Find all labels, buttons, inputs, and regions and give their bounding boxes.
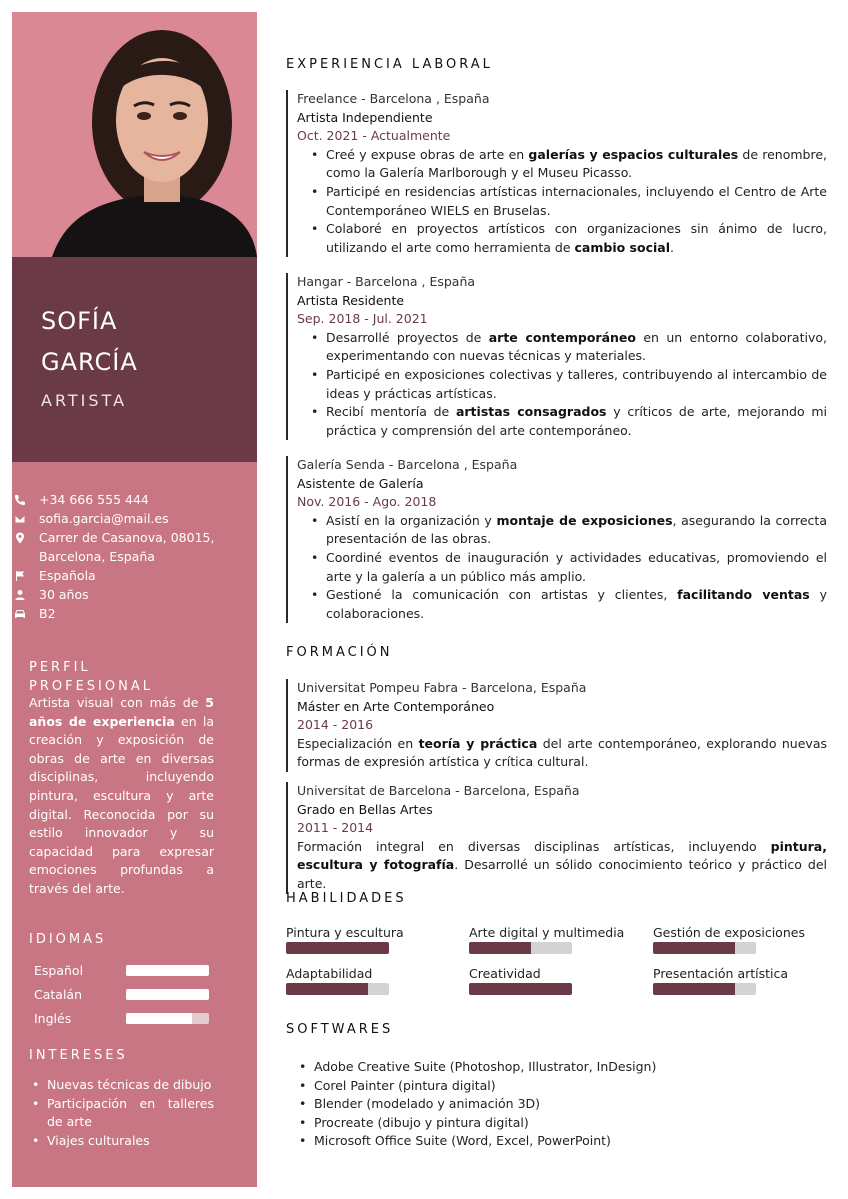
contact-text: Española	[39, 568, 96, 583]
education-entry	[286, 782, 827, 894]
car-icon	[14, 604, 39, 620]
experience-entry	[286, 273, 827, 440]
skill-level-fill	[469, 942, 531, 954]
language-list	[34, 958, 214, 1030]
interest-item: • Nuevas técnicas de dibujo	[29, 1076, 214, 1095]
entry-bullets	[297, 146, 827, 258]
bullet-highlight: montaje de exposiciones	[496, 512, 673, 528]
entry-place: Galería Senda - Barcelona , España	[297, 457, 518, 472]
phone-icon	[14, 490, 39, 506]
skill-level-fill	[469, 983, 572, 995]
language-level-bar	[126, 1013, 209, 1024]
contact-email	[14, 509, 239, 528]
skill-level-bar	[469, 983, 572, 995]
skill-name: Arte digital y multimedia	[469, 925, 625, 940]
bullet-text: Asistí en la organización y	[326, 512, 497, 528]
bullet-text: Participé en residencias artísticas internacionales, incluyendo el Centro de Arte Contemporáneo WIELS en Bruselas.	[326, 183, 827, 218]
language-item	[34, 1006, 214, 1030]
skill-level-bar	[653, 942, 756, 954]
contact-list	[14, 490, 239, 623]
language-name: Español	[34, 962, 84, 978]
entry-title: Grado en Bellas Artes	[297, 801, 433, 817]
desc-text: . Desarrollé un sólido conocimiento teórico y práctico del arte.	[297, 857, 827, 891]
skill-level-bar	[653, 983, 756, 995]
bullet-item	[297, 586, 827, 623]
skill-level-fill	[286, 942, 389, 954]
contact-text: +34 666 555 444	[39, 492, 149, 507]
skill-name: Gestión de exposiciones	[653, 925, 805, 940]
skill-level-fill	[653, 942, 735, 954]
language-level-fill	[126, 1013, 192, 1024]
bullet-text: Colaboré en proyectos artísticos con organizaciones sin ánimo de lucro, utilizando el arte como herramienta de	[326, 221, 827, 255]
bullet-text: , asegurando la correcta presentación de las obras.	[326, 512, 827, 547]
mail-icon	[14, 509, 39, 525]
software-item: • Microsoft Office Suite (Word, Excel, PowerPoint)	[286, 1132, 827, 1151]
skill-name: Presentación artística	[653, 966, 789, 981]
contact-phone	[14, 490, 239, 509]
profile-heading: PERFIL PROFESIONAL	[29, 660, 153, 694]
language-level-bar	[126, 989, 209, 1000]
interests-heading: INTERESES	[29, 1048, 128, 1063]
software-item: • Blender (modelado y animación 3D)	[286, 1095, 827, 1114]
contact-license	[14, 604, 239, 623]
interest-item: • Participación en talleres de arte	[29, 1095, 214, 1132]
bullet-text: de renombre, como la Galería Marlborough y el Museu Picasso.	[326, 146, 828, 181]
entry-title: Artista Independiente	[297, 109, 433, 125]
contact-text: Carrer de Casanova, 08015, Barcelona, España	[39, 530, 215, 564]
skill-level-fill	[286, 983, 368, 995]
software-item: • Corel Painter (pintura digital)	[286, 1077, 827, 1096]
skill-name: Pintura y escultura	[286, 925, 404, 940]
bullet-text: y colaboraciones.	[326, 587, 827, 621]
entry-description	[297, 735, 827, 772]
bullet-item	[297, 403, 827, 440]
interest-item: • Viajes culturales	[29, 1132, 214, 1151]
skill-item	[286, 925, 456, 954]
bullet-highlight: arte contemporáneo	[488, 329, 636, 345]
first-name: SOFÍA	[41, 307, 118, 335]
contact-age	[14, 585, 239, 604]
entry-title: Asistente de Galería	[297, 475, 424, 491]
entry-title: Artista Residente	[297, 292, 405, 308]
desc-text: del arte contemporáneo, explorando nuevas formas de expresión artística y crítica cultural.	[297, 735, 827, 770]
bullet-text: Coordiné eventos de inauguración y actividades educativas, promoviendo el arte y la galería a un público más amplio.	[326, 549, 827, 584]
job-title: ARTISTA	[41, 391, 128, 410]
desc-text: Formación integral en diversas disciplinas artísticas, incluyendo	[297, 838, 771, 854]
entry-title: Máster en Arte Contemporáneo	[297, 698, 495, 714]
person-icon	[14, 585, 39, 601]
desc-text: Especialización en	[297, 735, 419, 751]
entry-bullets	[297, 512, 827, 624]
skill-item	[286, 966, 456, 995]
bullet-item	[297, 146, 827, 183]
desc-highlight: pintura, escultura y fotografía	[297, 838, 827, 873]
bullet-text: Gestioné la comunicación con artistas y clientes,	[326, 587, 678, 603]
language-item	[34, 982, 214, 1006]
contact-text: sofia.garcia@mail.es	[39, 511, 169, 526]
entry-description	[297, 838, 827, 894]
last-name: GARCÍA	[41, 348, 138, 376]
skill-level-fill	[653, 983, 735, 995]
education-entry	[286, 679, 827, 772]
entry-dates: 2011 - 2014	[297, 820, 374, 836]
experience-heading: EXPERIENCIA LABORAL	[286, 57, 493, 72]
bullet-text: .	[669, 239, 674, 255]
flag-icon	[14, 566, 39, 582]
name-header	[12, 257, 257, 462]
language-level-fill	[126, 989, 209, 1000]
entry-dates: Oct. 2021 - Actualmente	[297, 128, 451, 144]
skill-level-bar	[286, 942, 389, 954]
software-heading: SOFTWARES	[286, 1022, 394, 1037]
contact-address	[14, 528, 239, 566]
entry-place: Freelance - Barcelona , España	[297, 91, 490, 106]
software-item: • Procreate (dibujo y pintura digital)	[286, 1114, 827, 1133]
entry-place: Universitat de Barcelona - Barcelona, España	[297, 783, 580, 798]
bullet-text: y críticos de arte, mejorando mi práctica y comprensión del arte contemporáneo.	[326, 404, 828, 438]
language-name: Inglés	[34, 1010, 72, 1026]
skill-level-bar	[469, 942, 572, 954]
experience-entry	[286, 90, 827, 257]
bullet-text: en un entorno colaborativo, experimentando con nuevas técnicas y materiales.	[326, 329, 827, 364]
skill-item	[469, 966, 639, 995]
bullet-text: Desarrollé proyectos de	[326, 329, 489, 345]
portrait-illustration	[12, 12, 257, 257]
bullet-highlight: galerías y espacios culturales	[528, 146, 739, 162]
skill-name: Creatividad	[469, 966, 541, 981]
bullet-item	[297, 549, 827, 586]
bullet-item	[297, 329, 827, 366]
desc-highlight: teoría y práctica	[418, 735, 538, 751]
bullet-text: Creé y expuse obras de arte en	[326, 146, 529, 162]
bullet-highlight: facilitando ventas	[677, 587, 810, 603]
bullet-item	[297, 183, 827, 220]
skill-name: Adaptabilidad	[286, 966, 373, 981]
entry-place: Hangar - Barcelona , España	[297, 274, 476, 289]
profile-photo	[12, 12, 257, 257]
software-item: • Adobe Creative Suite (Photoshop, Illustrator, InDesign)	[286, 1058, 827, 1077]
profile-text-highlight: 5 años de experiencia	[29, 695, 214, 729]
profile-summary	[29, 694, 214, 899]
experience-entry	[286, 456, 827, 623]
location-pin-icon	[14, 528, 39, 544]
contact-text: 30 años	[39, 587, 89, 602]
bullet-text: Participé en exposiciones colectivas y talleres, contribuyendo al intercambio de ideas y prácticas artísticas.	[326, 366, 827, 401]
software-list	[286, 1058, 827, 1151]
language-item	[34, 958, 214, 982]
bullet-item	[297, 366, 827, 403]
skill-item	[653, 925, 823, 954]
entry-bullets	[297, 329, 827, 441]
skills-heading: HABILIDADES	[286, 891, 407, 906]
language-name: Catalán	[34, 986, 83, 1002]
entry-dates: 2014 - 2016	[297, 717, 374, 733]
language-level-bar	[126, 965, 209, 976]
profile-text-part: Artista visual con más de	[29, 695, 206, 710]
bullet-item	[297, 220, 827, 257]
profile-text-part: en la creación y exposición de obras de arte en diversas disciplinas, incluyendo pintura, escultura y arte digital. Reconocida por su estilo innovador y su capacidad para expresar emociones profundas a través del arte.	[29, 713, 214, 896]
bullet-item	[297, 512, 827, 549]
skill-item	[469, 925, 639, 954]
bullet-text: Recibí mentoría de	[326, 404, 456, 420]
language-level-fill	[126, 965, 209, 976]
entry-dates: Nov. 2016 - Ago. 2018	[297, 494, 437, 510]
entry-place: Universitat Pompeu Fabra - Barcelona, España	[297, 680, 587, 695]
entry-dates: Sep. 2018 - Jul. 2021	[297, 311, 428, 327]
skill-level-bar	[286, 983, 389, 995]
bullet-highlight: artistas consagrados	[455, 404, 607, 420]
education-heading: FORMACIÓN	[286, 645, 393, 660]
contact-nationality	[14, 566, 239, 585]
languages-heading: IDIOMAS	[29, 932, 107, 947]
skill-item	[653, 966, 823, 995]
bullet-highlight: cambio social	[574, 239, 670, 255]
interests-list	[29, 1076, 214, 1150]
contact-text: B2	[39, 606, 56, 621]
